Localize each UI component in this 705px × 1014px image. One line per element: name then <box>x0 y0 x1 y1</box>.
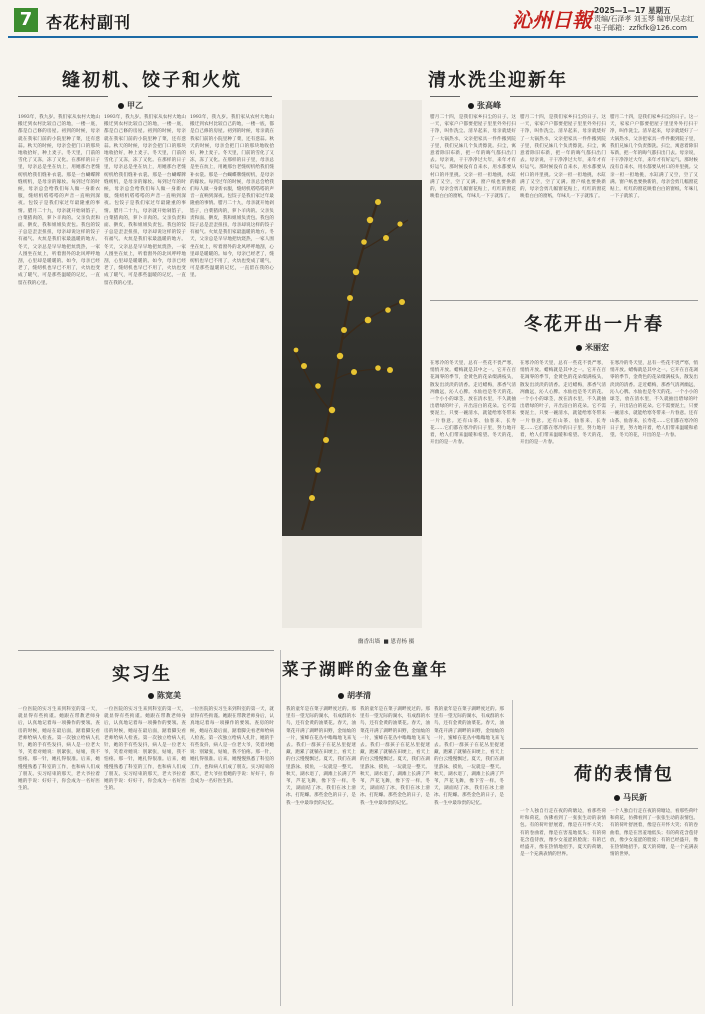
photo-caption: 幽香出墙 ■ 恩青杨 摄 <box>358 639 415 645</box>
article-author: 陈宽美 <box>148 690 181 701</box>
article-column: 一个人独自行走在夜的荷塘边，看那些荷叶和荷花，仿佛看到了一张张生动的表情包。有的荷叶舒展着，像是在开怀大笑；有的卷曲着，像是在害羞地低头；有的荷花含苞待放，像少女羞涩的脸庞；有的已经盛开，像在热情地招手。夏天的荷塘，是一个充满表情的世界。 <box>610 809 698 858</box>
title-rule <box>18 96 108 97</box>
column-divider <box>280 650 281 1006</box>
article-column: 我的童年是在菜子湖畔度过的。那里有一望无际的湖水，有成群的水鸟，还有金黄的油菜花。春天，油菜花开满了湖畔的田野，金灿灿的一片，蜜蜂在花丛中嗡嗡地飞来飞去。我们一群孩子在花丛里捉迷藏，跑累了就躺在田埂上，看天上的白云慢慢飘过。夏天，我们在湖里游泳、摸鱼，一玩就是一整天。秋天，湖水退了，湖滩上长满了芦苇，芦花飞舞，像下雪一样。冬天，湖面结了冰，我们在冰上滑冰、打陀螺。那些金色的日子，是我一生中最珍贵的记忆。 <box>434 707 504 806</box>
article-title: 实习生 <box>112 664 172 685</box>
section-divider <box>520 748 698 749</box>
article-author: 张高峰 <box>468 100 501 111</box>
date-text: 2025—1—17 星期五 <box>594 6 671 15</box>
article-column: 一个人独自行走在夜的荷塘边，看那些荷叶和荷花，仿佛看到了一张张生动的表情包。有的荷叶舒展着，像是在开怀大笑；有的卷曲着，像是在害羞地低头；有的荷花含苞待放，像少女羞涩的脸庞；有的已经盛开，像在热情地招手。夏天的荷塘，是一个充满表情的世界。 <box>520 809 606 858</box>
article-title: 荷的表情包 <box>574 764 674 785</box>
title-rule <box>430 96 460 97</box>
article-author: 米丽宏 <box>576 342 609 353</box>
article-column: 腊月二十四，是我们家乡扫尘的日子。这一天，家家户户都要把屋子里里外外打扫干净，叫作洗尘。清早起来，母亲就烧好了一大锅热水，父亲把家具一件件搬到院子里，我们兄妹几个负责擦洗。扫尘，寓意着除旧布新，把一年的晦气都扫出门去。母亲说，干干净净过大年，来年才有好运气。那时候没有自来水，用水都要从村口的井里挑。父亲一担一担地挑，水缸满了又空，空了又满。窗户纸也要换新的，母亲会剪几幅窗花贴上，红红的窗花映着白白的窗纸，年味儿一下子就浓了。 <box>610 115 698 200</box>
article-title: 冬花开出一片春 <box>524 314 664 335</box>
email-text: 电子邮箱：zzfkfk@126.com <box>594 24 687 32</box>
editors-text: 责编/石泽孝 刘玉琴 编审/吴志红 <box>594 15 695 23</box>
article-column: 我的童年是在菜子湖畔度过的。那里有一望无际的湖水，有成群的水鸟，还有金黄的油菜花。春天，油菜花开满了湖畔的田野，金灿灿的一片，蜜蜂在花丛中嗡嗡地飞来飞去。我们一群孩子在花丛里捉迷藏，跑累了就躺在田埂上，看天上的白云慢慢飘过。夏天，我们在湖里游泳、摸鱼，一玩就是一整天。秋天，湖水退了，湖滩上长满了芦苇，芦花飞舞，像下雪一样。冬天，湖面结了冰，我们在冰上滑冰、打陀螺。那些金色的日子，是我一生中最珍贵的记忆。 <box>360 707 430 806</box>
article-title: 清水洗尘迎新年 <box>428 70 568 91</box>
article-author: 马民新 <box>614 792 647 803</box>
article-title: 菜子湖畔的金色童年 <box>282 660 449 679</box>
article-column: 腊月二十四，是我们家乡扫尘的日子。这一天，家家户户都要把屋子里里外外打扫干净，叫作洗尘。清早起来，母亲就烧好了一大锅热水，父亲把家具一件件搬到院子里，我们兄妹几个负责擦洗。扫尘，寓意着除旧布新，把一年的晦气都扫出门去。母亲说，干干净净过大年，来年才有好运气。那时候没有自来水，用水都要从村口的井里挑。父亲一担一担地挑，水缸满了又空，空了又满。窗户纸也要换新的，母亲会剪几幅窗花贴上，红红的窗花映着白白的窗纸，年味儿一下子就浓了。 <box>430 115 516 200</box>
article-title: 缝初机、饺子和火炕 <box>62 70 242 91</box>
section-divider <box>430 300 698 301</box>
dateline <box>594 6 704 33</box>
article-column: 1993年，我九岁。我们家从农村大地山搬迁到农村比较自己的地，一楼一底，都是自己修的房屋。初到的时候，母亲就在我家门前的小院里种了菜，还有葱蒜。秋天的时候，母亲会把门口的那块地收拾好，种上麦子。冬天里，门前的雪化了又冻，冻了又化。在那样的日子里，母亲总是坐在炕上，用她那台老缝纫机给我们缝补衣裳。那是一台蝴蝶牌缝纫机，是母亲的嫁妆。每到过年的时候，母亲总会给我们每人做一身新衣服，缝纫机嗒嗒嗒的声音一直响到深夜。包饺子是我们家过年最隆重的事情。腊月二十九，母亲就开始剁馅子，白菜猪肉的，萝卜羊肉的。父亲负责和面、擀皮，我和姐姐负责包。我包的饺子总是歪歪扭扭，母亲却说这样的饺子有福气。火炕是我们家最温暖的地方。冬天，父亲总是早早地把炕烧热，一家人围坐在炕上，听着窗外的北风呼呼地刮，心里却是暖暖的。如今，母亲已经老了，缝纫机也早已不用了，火炕也变成了暖气，可是那些温暖的记忆，一直留在我的心里。 <box>190 115 274 279</box>
photo-wintersweet <box>282 180 422 536</box>
article-column: 1993年，我九岁。我们家从农村大地山搬迁到农村比较自己的地，一楼一底，都是自己修的房屋。初到的时候，母亲就在我家门前的小院里种了菜，还有葱蒜。秋天的时候，母亲会把门口的那块地收拾好，种上麦子。冬天里，门前的雪化了又冻，冻了又化。在那样的日子里，母亲总是坐在炕上，用她那台老缝纫机给我们缝补衣裳。那是一台蝴蝶牌缝纫机，是母亲的嫁妆。每到过年的时候，母亲总会给我们每人做一身新衣服，缝纫机嗒嗒嗒的声音一直响到深夜。包饺子是我们家过年最隆重的事情。腊月二十九，母亲就开始剁馅子，白菜猪肉的，萝卜羊肉的。父亲负责和面、擀皮，我和姐姐负责包。我包的饺子总是歪歪扭扭，母亲却说这样的饺子有福气。火炕是我们家最温暖的地方。冬天，父亲总是早早地把炕烧热，一家人围坐在炕上，听着窗外的北风呼呼地刮，心里却是暖暖的。如今，母亲已经老了，缝纫机也早已不用了，火炕也变成了暖气，可是那些温暖的记忆，一直留在我的心里。 <box>18 115 100 286</box>
article-column: 腊月二十四，是我们家乡扫尘的日子。这一天，家家户户都要把屋子里里外外打扫干净，叫作洗尘。清早起来，母亲就烧好了一大锅热水，父亲把家具一件件搬到院子里，我们兄妹几个负责擦洗。扫尘，寓意着除旧布新，把一年的晦气都扫出门去。母亲说，干干净净过大年，来年才有好运气。那时候没有自来水，用水都要从村口的井里挑。父亲一担一担地挑，水缸满了又空，空了又满。窗户纸也要换新的，母亲会剪几幅窗花贴上，红红的窗花映着白白的窗纸，年味儿一下子就浓了。 <box>520 115 606 200</box>
article-column: 一位医院的实习生来到科室的第一天，就显得有些拘谨。她跟在带教老师身后，认真地记着每一项操作的要领。查房的时候，她站在最后面，踮着脚尖看老师给病人检查。第一次独立给病人扎针，她的手有些发抖，病人是一位老大爷，笑着对她说：别紧张，姑娘，我不怕疼。那一针，她扎得很准。后来，她慢慢熟悉了科室的工作，也和病人们成了朋友。实习结束的那天，老大爷拉着她的手说：好好干，你会成为一名好医生的。 <box>190 707 274 785</box>
wintersweet-branch-image <box>282 180 422 536</box>
article-column: 1993年，我九岁。我们家从农村大地山搬迁到农村比较自己的地，一楼一底，都是自己修的房屋。初到的时候，母亲就在我家门前的小院里种了菜，还有葱蒜。秋天的时候，母亲会把门口的那块地收拾好，种上麦子。冬天里，门前的雪化了又冻，冻了又化。在那样的日子里，母亲总是坐在炕上，用她那台老缝纫机给我们缝补衣裳。那是一台蝴蝶牌缝纫机，是母亲的嫁妆。每到过年的时候，母亲总会给我们每人做一身新衣服，缝纫机嗒嗒嗒的声音一直响到深夜。包饺子是我们家过年最隆重的事情。腊月二十九，母亲就开始剁馅子，白菜猪肉的，萝卜羊肉的。父亲负责和面、擀皮，我和姐姐负责包。我包的饺子总是歪歪扭扭，母亲却说这样的饺子有福气。火炕是我们家最温暖的地方。冬天，父亲总是早早地把炕烧热，一家人围坐在炕上，听着窗外的北风呼呼地刮，心里却是暖暖的。如今，母亲已经老了，缝纫机也早已不用了，火炕也变成了暖气，可是那些温暖的记忆，一直留在我的心里。 <box>104 115 186 286</box>
article-column: 一位医院的实习生来到科室的第一天，就显得有些拘谨。她跟在带教老师身后，认真地记着每一项操作的要领。查房的时候，她站在最后面，踮着脚尖看老师给病人检查。第一次独立给病人扎针，她的手有些发抖，病人是一位老大爷，笑着对她说：别紧张，姑娘，我不怕疼。那一针，她扎得很准。后来，她慢慢熟悉了科室的工作，也和病人们成了朋友。实习结束的那天，老大爷拉着她的手说：好好干，你会成为一名好医生的。 <box>104 707 186 792</box>
section-title: 杏花村副刊 <box>46 13 132 32</box>
article-column: 在寒冷的冬天里，总有一些花不畏严寒，悄悄开放。蜡梅就是其中之一。它开在百花凋零的季节，金黄色的花朵缀满枝头，散发出淡淡的清香。走近蜡梅，那香气清冽幽远，沁人心脾。水仙也是冬天的花。一个小小的球茎，放在清水里，不久就抽出碧绿的叶子，开出洁白的花朵。它不需要泥土，只要一碗清水，就能给寒冬带来一片春意。还有山茶、仙客来、长寿花……它们都在寒冷的日子里，努力地开着，给人们带来温暖和希望。冬天的花，开出的是一片春。 <box>610 361 698 439</box>
newspaper-logo: 沁州日報 <box>512 8 592 32</box>
column-divider <box>512 700 513 1006</box>
article-author: 胡孝清 <box>338 690 371 701</box>
article-column: 我的童年是在菜子湖畔度过的。那里有一望无际的湖水，有成群的水鸟，还有金黄的油菜花。春天，油菜花开满了湖畔的田野，金灿灿的一片，蜜蜂在花丛中嗡嗡地飞来飞去。我们一群孩子在花丛里捉迷藏，跑累了就躺在田埂上，看天上的白云慢慢飘过。夏天，我们在湖里游泳、摸鱼，一玩就是一整天。秋天，湖水退了，湖滩上长满了芦苇，芦花飞舞，像下雪一样。冬天，湖面结了冰，我们在冰上滑冰、打陀螺。那些金色的日子，是我一生中最珍贵的记忆。 <box>286 707 356 806</box>
article-author: 甲乙 <box>118 100 143 111</box>
title-rule <box>510 96 698 97</box>
title-rule <box>148 96 272 97</box>
article-column: 一位医院的实习生来到科室的第一天，就显得有些拘谨。她跟在带教老师身后，认真地记着每一项操作的要领。查房的时候，她站在最后面，踮着脚尖看老师给病人检查。第一次独立给病人扎针，她的手有些发抖，病人是一位老大爷，笑着对她说：别紧张，姑娘，我不怕疼。那一针，她扎得很准。后来，她慢慢熟悉了科室的工作，也和病人们成了朋友。实习结束的那天，老大爷拉着她的手说：好好干，你会成为一名好医生的。 <box>18 707 100 792</box>
article-column: 在寒冷的冬天里，总有一些花不畏严寒，悄悄开放。蜡梅就是其中之一。它开在百花凋零的季节，金黄色的花朵缀满枝头，散发出淡淡的清香。走近蜡梅，那香气清冽幽远，沁人心脾。水仙也是冬天的花。一个小小的球茎，放在清水里，不久就抽出碧绿的叶子，开出洁白的花朵。它不需要泥土，只要一碗清水，就能给寒冬带来一片春意。还有山茶、仙客来、长寿花……它们都在寒冷的日子里，努力地开着，给人们带来温暖和希望。冬天的花，开出的是一片春。 <box>430 361 516 446</box>
article-column: 在寒冷的冬天里，总有一些花不畏严寒，悄悄开放。蜡梅就是其中之一。它开在百花凋零的季节，金黄色的花朵缀满枝头，散发出淡淡的清香。走近蜡梅，那香气清冽幽远，沁人心脾。水仙也是冬天的花。一个小小的球茎，放在清水里，不久就抽出碧绿的叶子，开出洁白的花朵。它不需要泥土，只要一碗清水，就能给寒冬带来一片春意。还有山茶、仙客来、长寿花……它们都在寒冷的日子里，努力地开着，给人们带来温暖和希望。冬天的花，开出的是一片春。 <box>520 361 606 446</box>
section-divider <box>18 650 274 651</box>
page-number-badge: 7 <box>14 8 38 32</box>
header-rule <box>8 36 698 38</box>
